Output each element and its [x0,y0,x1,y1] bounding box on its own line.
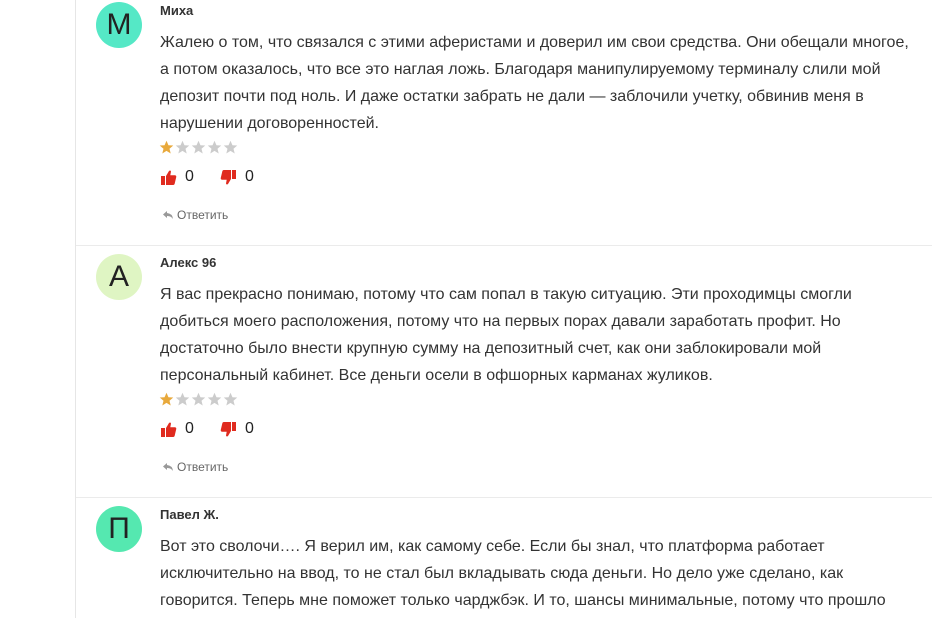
star-icon [223,392,238,407]
comment-text-line: говорится. Теперь мне поможет только чарджбэк. И то, шансы минимальные, потому что прошло [160,592,886,609]
comment-text [160,533,920,614]
star-icon [159,392,174,407]
left-column-rule [75,0,76,618]
divider [76,497,932,498]
star-icon [191,392,206,407]
like-count: 0 [185,420,194,437]
like-button[interactable] [160,168,194,186]
star-icon [207,392,222,407]
reply-icon [162,462,174,472]
comment-author: Миха [160,3,194,18]
comment-text-line: Я вас прекрасно понимаю, потому что сам попал в такую ситуацию. Эти проходимцы смогли [160,286,852,303]
star-icon [159,140,174,155]
reply-icon [162,210,174,220]
comment-text-line: персональный кабинет. Все деньги осели в офшорных карманах жуликов. [160,367,713,384]
avatar: М [96,2,142,48]
reply-link[interactable] [162,460,228,474]
dislike-count: 0 [245,420,254,437]
comment-text-line: Жалею о том, что связался с этими аферистами и доверил им свои средства. Они обещали многое, [160,34,909,51]
thumbs-up-icon [160,421,177,438]
dislike-button[interactable] [220,420,254,438]
dislike-button[interactable] [220,168,254,186]
comment-text-line: Вот это сволочи…. Я верил им, как самому себе. Если бы знал, что платформа работает [160,538,825,555]
avatar: П [96,506,142,552]
comment-text-line: депозит почти под ноль. И даже остатки забрать не дали — заблочили учетку, обвинив меня в [160,88,864,105]
like-button[interactable] [160,420,194,438]
divider [76,245,932,246]
comment-author: Алекс 96 [160,255,217,270]
avatar: А [96,254,142,300]
reply-label: Ответить [177,208,229,222]
dislike-count: 0 [245,168,254,185]
rating-stars [159,140,238,156]
comment-text-line: а потом оказалось, что все это наглая ложь. Благодаря манипулируемому терминалу слили мой [160,61,881,78]
star-icon [223,140,238,155]
star-icon [175,140,190,155]
thumbs-down-icon [220,169,237,186]
star-icon [207,140,222,155]
comment-author: Павел Ж. [160,507,219,522]
reply-link[interactable] [162,208,228,222]
comment-text-line: нарушении договоренностей. [160,115,379,132]
comment-text-line: добиться моего расположения, потому что на первых порах давали заработать профит. Но [160,313,841,330]
comment-text-line: достаточно было внести крупную сумму на депозитный счет, как они заблокировали мой [160,340,822,357]
like-count: 0 [185,168,194,185]
comment-text [160,281,920,389]
star-icon [191,140,206,155]
star-icon [175,392,190,407]
comment-text [160,29,920,137]
thumbs-down-icon [220,421,237,438]
reply-label: Ответить [177,460,229,474]
thumbs-up-icon [160,169,177,186]
comment-text-line: исключительно на ввод, то не стал был вкладывать сюда деньги. Но дело уже сделано, как [160,565,844,582]
rating-stars [159,392,238,408]
